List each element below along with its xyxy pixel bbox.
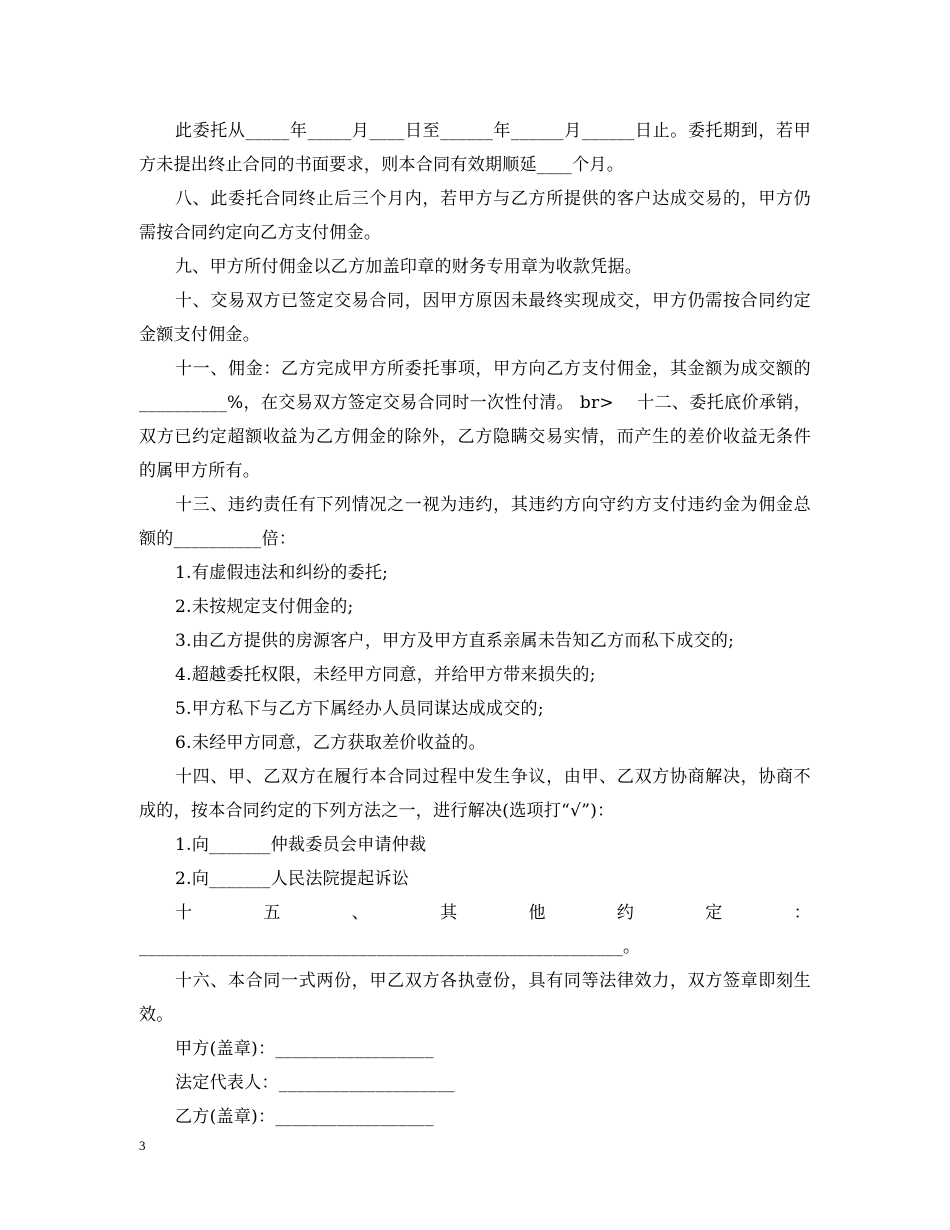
- paragraph-clause-16: 十六、本合同一式两份，甲乙双方各执壹份，具有同等法律效力，双方签章即刻生效。: [139, 971, 811, 1025]
- list-item-breach-2: 2.未按规定支付佣金的;: [175, 597, 354, 617]
- list-item-breach-6: 6.未经甲方同意，乙方获取差价收益的。: [175, 733, 486, 753]
- list-item-breach-3: 3.由乙方提供的房源客户，甲方及甲方直系亲属未告知乙方而私下成交的;: [175, 631, 735, 651]
- page-number: 3: [139, 1138, 146, 1153]
- list-item-breach-4: 4.超越委托权限，未经甲方同意，并给甲方带来损失的;: [175, 665, 596, 685]
- list-item-litigation: 2.向_______人民法院提起诉讼: [175, 869, 410, 889]
- list-item-breach-1: 1.有虚假违法和纠纷的委托;: [175, 563, 389, 583]
- signature-party-a: 甲方(盖章)：__________________: [175, 1039, 434, 1059]
- paragraph-clause-9: 九、甲方所付佣金以乙方加盖印章的财务专用章为收款凭据。: [175, 257, 643, 277]
- paragraph-clause-14: 十四、甲、乙双方在履行本合同过程中发生争议，由甲、乙双方协商解决，协商不成的，按本合同约定的下列方法之一，进行解决(选项打“√”)：: [139, 767, 811, 821]
- paragraph-clause-15: 十五、其他约定：_______________________________________________________。: [139, 903, 811, 957]
- paragraph-clause-13: 十三、违约责任有下列情况之一视为违约，其违约方向守约方支付违约金为佣金总额的__________倍：: [139, 495, 811, 549]
- signature-party-b: 乙方(盖章)：__________________: [175, 1107, 434, 1127]
- signature-legal-representative: 法定代表人：____________________: [175, 1073, 455, 1093]
- list-item-breach-5: 5.甲方私下与乙方下属经办人员同谋达成成交的;: [175, 699, 544, 719]
- paragraph-clause-8: 八、此委托合同终止后三个月内，若甲方与乙方所提供的客户达成交易的，甲方仍需按合同约定向乙方支付佣金。: [139, 189, 811, 243]
- list-item-arbitration: 1.向_______仲裁委员会申请仲裁: [175, 835, 427, 855]
- paragraph-term-period: 此委托从_____年_____月____日至______年______月______日止。委托期到，若甲方未提出终止合同的书面要求，则本合同有效期顺延____个月。: [139, 121, 811, 175]
- document-body: [139, 114, 811, 1134]
- paragraph-clause-10: 十、交易双方已签定交易合同，因甲方原因未最终实现成交，甲方仍需按合同约定金额支付佣金。: [139, 291, 811, 345]
- paragraph-clause-11-12: 十一、佣金：乙方完成甲方所委托事项，甲方向乙方支付佣金，其金额为成交额的__________%，在交易双方签定交易合同时一次性付清。 br> 十二、委托底价承销，双方已约定超额收益为乙方佣金的除外，乙方隐瞒交易实情，而产生的差价收益无条件的属甲方所有。: [139, 359, 811, 481]
